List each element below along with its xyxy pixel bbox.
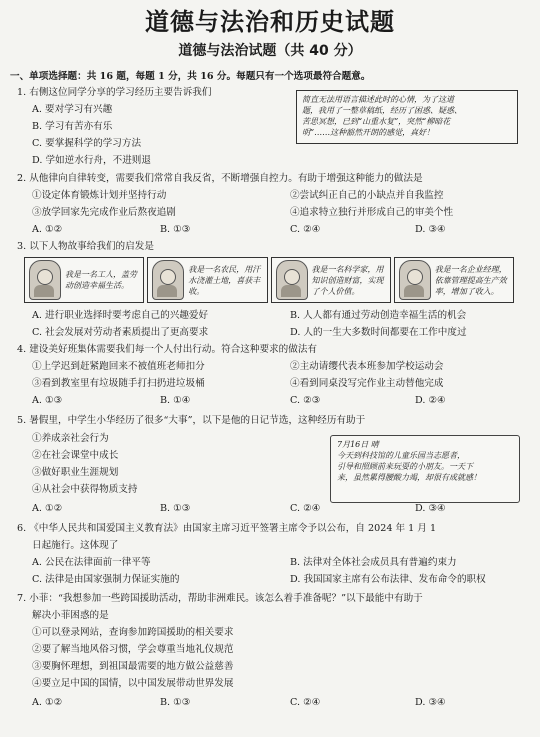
- q1-option-c: C. 要掌握科学的学习方法: [32, 138, 142, 149]
- q5-option-d: D. ③④: [415, 503, 446, 514]
- q4-item-2: ②主动请缨代表本班参加学校运动会: [290, 361, 444, 372]
- q7-option-c: C. ②④: [290, 697, 321, 708]
- q2-item-3: ③放学回家先完成作业后熬夜追剧: [32, 207, 176, 218]
- q1-option-b: B. 学习有苦亦有乐: [32, 121, 113, 132]
- q6-option-c: C. 法律是由国家强制力保证实施的: [32, 574, 180, 585]
- diary-date: 7月16日 晴: [337, 440, 379, 449]
- q1-stem: 1. 右侧这位同学分享的学习经历主要告诉我们: [17, 87, 212, 98]
- q1-quote-line: 明”……这种豁然开朗的感觉，真好！: [302, 128, 435, 137]
- q3-option-d: D. 人的一生大多数时间都要在工作中度过: [290, 327, 467, 338]
- q3-panel-text: 我是一名农民，用汗水浇灌土地，喜获丰收。: [188, 264, 261, 296]
- q4-item-1: ①上学迟到赶紧跑回来不被值班老师扣分: [32, 361, 205, 372]
- farmer-portrait-icon: [152, 260, 184, 300]
- q4-option-c: C. ②③: [290, 395, 321, 406]
- q3-stem: 3. 以下人物故事给我们的启发是: [17, 241, 154, 252]
- q1-quote-line: 简直无法用语言描述此时的心情，为了这道: [302, 95, 454, 104]
- q1-option-a: A. 要对学习有兴趣: [32, 104, 113, 115]
- q5-option-b: B. ①③: [160, 503, 191, 514]
- q3-panel-text: 我是一名工人，盖劳动创造幸福生活。: [65, 270, 137, 290]
- q1-option-d: D. 学如逆水行舟，不进则退: [32, 155, 151, 166]
- q3-panel-text: 我是一名企业经理，依靠管理提高生产效率，增加了收入。: [434, 264, 507, 296]
- q1-quote-line: 苦思冥想，已到“山重水复”，突然“柳暗花: [302, 117, 451, 126]
- q3-panel-farmer: [147, 257, 267, 303]
- q4-item-3: ③看到教室里有垃圾随手打扫扔进垃圾桶: [32, 378, 205, 389]
- page-subtitle: 道德与法治试题（共 40 分）: [178, 43, 362, 59]
- section-heading: 一、单项选择题：共 16 题，每题 1 分，共 16 分。每题只有一个选项最符合题意。: [10, 71, 371, 82]
- q7-item-1: ①可以登录网站，查询参加跨国援助的相关要求: [32, 627, 234, 638]
- worker-portrait-icon: [29, 260, 61, 300]
- q4-option-b: B. ①④: [160, 395, 191, 406]
- diary-line: 今天到科技馆的儿童乐园当志愿者，: [337, 451, 465, 460]
- q7-stem: 7. 小菲：“我想参加一些跨国援助活动，帮助非洲难民。该怎么着手准备呢？”以下最能中有助于: [17, 593, 423, 604]
- q3-panel-worker: [24, 257, 144, 303]
- q6-option-a: A. 公民在法律面前一律平等: [32, 557, 151, 568]
- q1-quote-line: 题，我用了一整草稿纸，经历了困惑、疑惑、: [302, 106, 462, 115]
- q5-stem: 5. 暑假里，中学生小华经历了很多“大事”，以下是他的日记节选，这种经历有助于: [17, 415, 366, 426]
- q5-option-a: A. ①②: [32, 503, 63, 514]
- q2-option-b: B. ①③: [160, 224, 191, 235]
- q4-item-4: ④看到同桌没写完作业主动替他完成: [290, 378, 444, 389]
- q5-diary-box: [330, 435, 520, 503]
- q5-item-3: ③做好职业生涯规划: [32, 467, 119, 478]
- q5-option-c: C. ②④: [290, 503, 321, 514]
- q6-stem-continued: 日起施行。这体现了: [32, 540, 119, 551]
- q2-option-d: D. ③④: [415, 224, 446, 235]
- q7-option-b: B. ①③: [160, 697, 191, 708]
- q3-option-a: A. 进行职业选择时要考虑自己的兴趣爱好: [32, 310, 209, 321]
- manager-portrait-icon: [399, 260, 431, 300]
- q3-panel-strip: [24, 257, 514, 303]
- q3-panel-manager: [394, 257, 514, 303]
- q2-item-4: ④追求特立独行并形成自己的审美个性: [290, 207, 454, 218]
- q3-option-c: C. 社会发展对劳动者素质提出了更高要求: [32, 327, 209, 338]
- q5-item-1: ①养成亲社会行为: [32, 433, 109, 444]
- q4-option-d: D. ②④: [415, 395, 446, 406]
- q6-option-b: B. 法律对全体社会成员具有普遍约束力: [290, 557, 457, 568]
- q7-item-3: ③要胸怀理想，到祖国最需要的地方做公益慈善: [32, 661, 234, 672]
- q5-item-2: ②在社会课堂中成长: [32, 450, 119, 461]
- q3-panel-scientist: [271, 257, 391, 303]
- q2-item-1: ①设定体育锻炼计划并坚持行动: [32, 190, 167, 201]
- q7-option-d: D. ③④: [415, 697, 446, 708]
- q6-option-d: D. 我国国家主席有公布法律、发布命令的职权: [290, 574, 486, 585]
- q5-item-4: ④从社会中获得物质支持: [32, 484, 138, 495]
- diary-line: 引导和照顾前来玩耍的小朋友。一天下: [337, 462, 473, 471]
- q3-panel-text: 我是一名科学家，用知识创造财富，实现了个人价值。: [311, 264, 384, 296]
- q1-quote-box: [296, 90, 518, 144]
- q3-option-b: B. 人人都有通过劳动创造幸福生活的机会: [290, 310, 467, 321]
- q4-stem: 4. 建设美好班集体需要我们每一个人付出行动。符合这种要求的做法有: [17, 344, 318, 355]
- q4-option-a: A. ①③: [32, 395, 63, 406]
- q7-item-4: ④要立足中国的国情，以中国发展带动世界发展: [32, 678, 234, 689]
- q2-option-c: C. ②④: [290, 224, 321, 235]
- q6-stem: 6. 《中华人民共和国爱国主义教育法》由国家主席习近平签署主席令予以公布，自 2024 年 1 月 1: [17, 523, 437, 534]
- diary-line: 来，虽然累得腰酸力竭，却很有成就感！: [337, 473, 481, 482]
- page-title: 道德与法治和历史试题: [145, 8, 395, 36]
- q7-item-2: ②要了解当地风俗习惯，学会尊重当地礼仪规范: [32, 644, 234, 655]
- q2-stem: 2. 从他律向自律转变，需要我们常常自我反省，不断增强自控力。有助于增强这种能力的做法是: [17, 173, 423, 184]
- q7-stem-continued: 解决小菲困惑的是: [32, 610, 109, 621]
- q7-option-a: A. ①②: [32, 697, 63, 708]
- q2-item-2: ②尝试纠正自己的小缺点并自我监控: [290, 190, 444, 201]
- scientist-portrait-icon: [276, 260, 308, 300]
- q2-option-a: A. ①②: [32, 224, 63, 235]
